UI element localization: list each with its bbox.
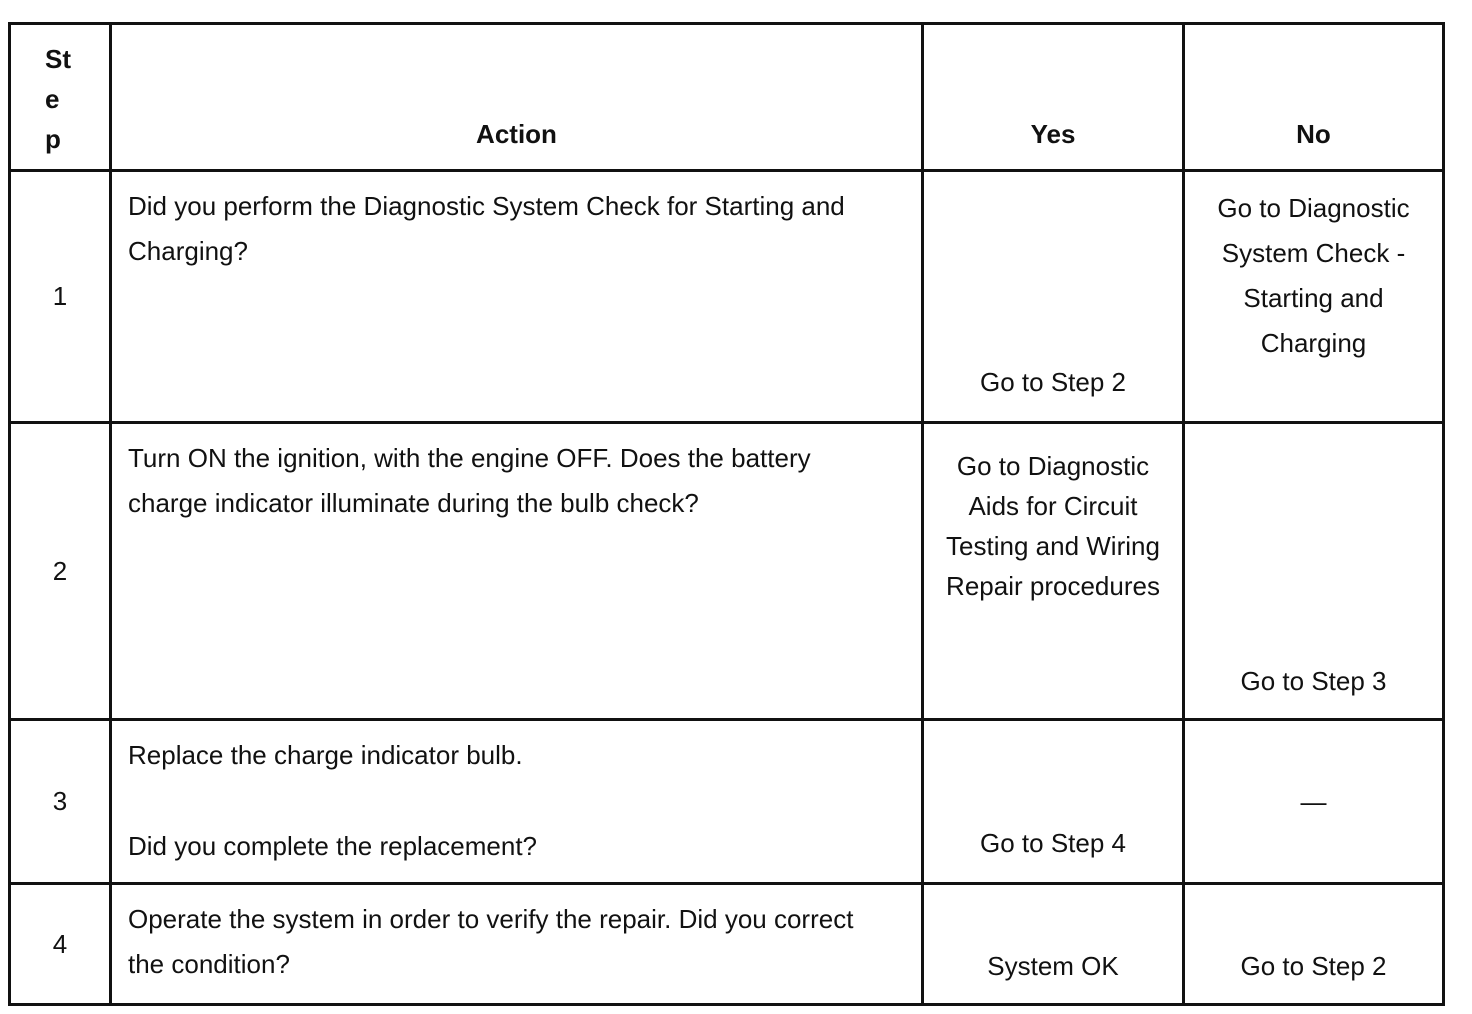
yes-result — [923, 884, 1184, 1005]
action-line: Did you perform the Diagnostic System Check for Starting and Charging? — [128, 191, 845, 266]
action-text — [111, 720, 923, 884]
action-text — [111, 884, 923, 1005]
no-result — [1184, 423, 1444, 720]
yes-text: Go to Step 2 — [980, 367, 1126, 397]
step-number: 4 — [10, 884, 111, 1005]
step-number: 3 — [10, 720, 111, 884]
header-yes: Yes — [923, 24, 1184, 171]
yes-text: Go to Diagnostic Aids for Circuit Testing and Wiring Repair procedures — [946, 451, 1160, 601]
header-action: Action — [111, 24, 923, 171]
no-text: Go to Diagnostic System Check - Starting and Charging — [1217, 193, 1410, 358]
step-number: 1 — [10, 171, 111, 423]
no-result — [1184, 720, 1444, 884]
yes-text: System OK — [987, 951, 1119, 981]
table-row — [10, 720, 1444, 884]
no-result — [1184, 171, 1444, 423]
action-line: Replace the charge indicator bulb. — [128, 740, 523, 770]
yes-result — [923, 720, 1184, 884]
no-text: Go to Step 2 — [1240, 951, 1387, 981]
action-line: Did you complete the replacement? — [128, 831, 538, 861]
action-line: Operate the system in order to verify the repair. Did you correct the condition? — [128, 904, 854, 979]
no-text: — — [1300, 786, 1327, 816]
action-text — [111, 171, 923, 423]
step-number: 2 — [10, 423, 111, 720]
header-no: No — [1184, 24, 1444, 171]
diagnostic-table — [8, 22, 1445, 1006]
table-row — [10, 884, 1444, 1005]
no-result — [1184, 884, 1444, 1005]
action-text — [111, 423, 923, 720]
action-line: Turn ON the ignition, with the engine OFF. Does the battery charge indicator illuminate during the bulb check? — [128, 443, 811, 518]
yes-result — [923, 171, 1184, 423]
table-row — [10, 423, 1444, 720]
no-text: Go to Step 3 — [1240, 666, 1387, 696]
header-row — [10, 24, 1444, 171]
header-step: Step — [10, 24, 111, 171]
yes-result — [923, 423, 1184, 720]
table-row — [10, 171, 1444, 423]
yes-text: Go to Step 4 — [980, 828, 1126, 858]
